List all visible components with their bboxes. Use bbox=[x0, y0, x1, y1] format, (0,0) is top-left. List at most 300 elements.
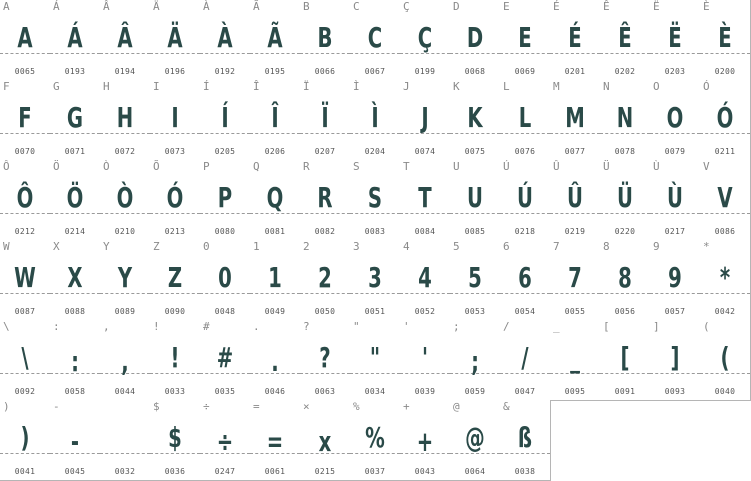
glyph-preview: K bbox=[467, 101, 483, 134]
glyph-label: 6 bbox=[503, 240, 510, 253]
glyph-cell bbox=[100, 240, 151, 321]
glyph-label: Ù bbox=[653, 160, 660, 173]
glyph-preview: Ê bbox=[618, 21, 632, 54]
glyph-code: 0051 bbox=[364, 307, 386, 316]
glyph-label: M bbox=[553, 80, 560, 93]
glyph-code: 0196 bbox=[164, 67, 186, 76]
glyph-preview: ? bbox=[319, 341, 331, 374]
glyph-label: # bbox=[203, 320, 210, 333]
glyph-cell bbox=[150, 400, 201, 481]
glyph-cell bbox=[300, 240, 351, 321]
glyph-code: 0074 bbox=[414, 147, 436, 156]
glyph-preview: % bbox=[365, 421, 385, 454]
glyph-cell bbox=[50, 400, 101, 481]
glyph-label: 1 bbox=[253, 240, 260, 253]
glyph-preview: Á bbox=[67, 21, 83, 54]
glyph-code: 0202 bbox=[614, 67, 636, 76]
glyph-cell bbox=[50, 0, 101, 81]
glyph-label: E bbox=[503, 0, 510, 13]
glyph-preview: Ì bbox=[371, 101, 379, 134]
glyph-code: 0095 bbox=[564, 387, 586, 396]
glyph-cell bbox=[350, 160, 401, 241]
glyph-preview: Î bbox=[271, 101, 279, 134]
glyph-cell bbox=[450, 320, 501, 401]
glyph-label: Q bbox=[253, 160, 260, 173]
glyph-code: 0047 bbox=[514, 387, 536, 396]
glyph-preview: _ bbox=[570, 341, 580, 374]
glyph-cell bbox=[200, 0, 251, 81]
glyph-preview: O bbox=[666, 101, 684, 134]
glyph-label: Ê bbox=[603, 0, 610, 13]
glyph-code: 0092 bbox=[14, 387, 36, 396]
glyph-cell bbox=[550, 0, 601, 81]
glyph-preview: R bbox=[317, 181, 333, 214]
glyph-code: 0192 bbox=[214, 67, 236, 76]
glyph-preview: N bbox=[616, 101, 634, 134]
glyph-preview: / bbox=[521, 341, 529, 374]
glyph-label: Ü bbox=[603, 160, 610, 173]
glyph-label: Y bbox=[103, 240, 110, 253]
glyph-label: K bbox=[453, 80, 460, 93]
glyph-label: 0 bbox=[203, 240, 210, 253]
glyph-cell bbox=[150, 320, 201, 401]
glyph-label: ) bbox=[3, 400, 10, 413]
glyph-preview: H bbox=[116, 101, 134, 134]
glyph-cell bbox=[350, 320, 401, 401]
glyph-label: 3 bbox=[353, 240, 360, 253]
glyph-preview: 0 bbox=[218, 261, 232, 294]
glyph-code: 0059 bbox=[464, 387, 486, 396]
glyph-preview: V bbox=[717, 181, 733, 214]
glyph-preview: Ò bbox=[116, 181, 134, 214]
glyph-code: 0087 bbox=[14, 307, 36, 316]
glyph-cell bbox=[150, 80, 201, 161]
glyph-preview: Í bbox=[221, 101, 229, 134]
glyph-code: 0052 bbox=[414, 307, 436, 316]
glyph-code: 0033 bbox=[164, 387, 186, 396]
glyph-code: 0042 bbox=[714, 307, 736, 316]
glyph-cell bbox=[350, 400, 401, 481]
glyph-cell bbox=[700, 320, 751, 401]
glyph-cell bbox=[0, 160, 51, 241]
glyph-cell bbox=[300, 320, 351, 401]
glyph-cell bbox=[500, 80, 551, 161]
glyph-cell bbox=[650, 240, 701, 321]
glyph-code: 0218 bbox=[514, 227, 536, 236]
glyph-cell bbox=[650, 160, 701, 241]
glyph-code: 0032 bbox=[114, 467, 136, 476]
glyph-label: [ bbox=[603, 320, 610, 333]
glyph-label: A bbox=[3, 0, 10, 13]
glyph-label: Ô bbox=[3, 160, 10, 173]
glyph-code: 0219 bbox=[564, 227, 586, 236]
glyph-label: I bbox=[153, 80, 160, 93]
glyph-preview: Ï bbox=[321, 101, 329, 134]
glyph-preview: = bbox=[266, 425, 284, 458]
glyph-cell bbox=[0, 320, 51, 401]
glyph-code: 0061 bbox=[264, 467, 286, 476]
glyph-code: 0066 bbox=[314, 67, 336, 76]
glyph-code: 0046 bbox=[264, 387, 286, 396]
glyph-cell bbox=[50, 320, 101, 401]
glyph-cell bbox=[0, 0, 51, 81]
glyph-code: 0078 bbox=[614, 147, 636, 156]
glyph-cell bbox=[200, 160, 251, 241]
glyph-preview: È bbox=[718, 21, 732, 54]
glyph-label: _ bbox=[553, 320, 560, 333]
glyph-preview: Y bbox=[117, 261, 133, 294]
glyph-preview: 9 bbox=[668, 261, 682, 294]
glyph-cell bbox=[400, 400, 451, 481]
glyph-label: 4 bbox=[403, 240, 410, 253]
glyph-cell bbox=[50, 80, 101, 161]
glyph-code: 0215 bbox=[314, 467, 336, 476]
glyph-code: 0086 bbox=[714, 227, 736, 236]
glyph-preview: Q bbox=[266, 181, 284, 214]
glyph-code: 0037 bbox=[364, 467, 386, 476]
glyph-code: 0205 bbox=[214, 147, 236, 156]
glyph-code: 0054 bbox=[514, 307, 536, 316]
glyph-label: Û bbox=[553, 160, 560, 173]
glyph-cell bbox=[450, 240, 501, 321]
glyph-cell bbox=[100, 400, 151, 481]
glyph-cell bbox=[250, 240, 301, 321]
glyph-code: 0093 bbox=[664, 387, 686, 396]
glyph-cell bbox=[500, 400, 551, 481]
glyph-preview: - bbox=[70, 425, 80, 458]
glyph-cell bbox=[400, 0, 451, 81]
glyph-code: 0203 bbox=[664, 67, 686, 76]
glyph-label: Î bbox=[253, 80, 260, 93]
glyph-preview: À bbox=[217, 21, 233, 54]
glyph-cell bbox=[600, 320, 651, 401]
glyph-code: 0073 bbox=[164, 147, 186, 156]
glyph-label: = bbox=[253, 400, 260, 413]
glyph-code: 0035 bbox=[214, 387, 236, 396]
glyph-cell bbox=[400, 320, 451, 401]
glyph-label: - bbox=[53, 400, 60, 413]
glyph-preview: Ú bbox=[517, 181, 533, 214]
glyph-code: 0048 bbox=[214, 307, 236, 316]
glyph-preview: " bbox=[369, 341, 381, 374]
glyph-preview: X bbox=[67, 261, 83, 294]
glyph-cell bbox=[300, 160, 351, 241]
glyph-cell bbox=[550, 240, 601, 321]
glyph-label: Á bbox=[53, 0, 60, 13]
glyph-label: Õ bbox=[153, 160, 160, 173]
glyph-label: ? bbox=[303, 320, 310, 333]
glyph-label: X bbox=[53, 240, 60, 253]
glyph-preview: Ë bbox=[668, 21, 682, 54]
glyph-label: Ö bbox=[53, 160, 60, 173]
glyph-code: 0207 bbox=[314, 147, 336, 156]
glyph-preview: Ã bbox=[267, 21, 283, 54]
glyph-preview: D bbox=[466, 21, 484, 54]
glyph-preview: J bbox=[421, 101, 429, 134]
glyph-cell bbox=[650, 0, 701, 81]
glyph-cell bbox=[550, 160, 601, 241]
glyph-code: 0206 bbox=[264, 147, 286, 156]
glyph-cell bbox=[600, 0, 651, 81]
glyph-cell bbox=[600, 240, 651, 321]
glyph-preview: S bbox=[367, 181, 383, 214]
glyph-code: 0217 bbox=[664, 227, 686, 236]
glyph-label: 8 bbox=[603, 240, 610, 253]
glyph-preview: 1 bbox=[268, 261, 282, 294]
glyph-code: 0065 bbox=[14, 67, 36, 76]
glyph-label: U bbox=[453, 160, 460, 173]
glyph-code: 0076 bbox=[514, 147, 536, 156]
glyph-label: ] bbox=[653, 320, 660, 333]
glyph-label: / bbox=[503, 320, 510, 333]
glyph-preview: E bbox=[518, 21, 532, 54]
glyph-code: 0211 bbox=[714, 147, 736, 156]
glyph-label: W bbox=[3, 240, 10, 253]
glyph-label: Ç bbox=[403, 0, 410, 13]
glyph-preview: P bbox=[217, 181, 233, 214]
glyph-preview: F bbox=[18, 101, 32, 134]
glyph-label: H bbox=[103, 80, 110, 93]
glyph-label: G bbox=[53, 80, 60, 93]
glyph-code: 0053 bbox=[464, 307, 486, 316]
glyph-preview: Â bbox=[117, 21, 133, 54]
glyph-label: Ó bbox=[703, 80, 710, 93]
glyph-cell bbox=[400, 240, 451, 321]
glyph-label: 7 bbox=[553, 240, 560, 253]
glyph-code: 0212 bbox=[14, 227, 36, 236]
glyph-label: É bbox=[553, 0, 560, 13]
glyph-cell bbox=[150, 160, 201, 241]
glyph-code: 0067 bbox=[364, 67, 386, 76]
glyph-preview: A bbox=[17, 21, 33, 54]
glyph-label: Ë bbox=[653, 0, 660, 13]
glyph-cell bbox=[400, 160, 451, 241]
glyph-cell bbox=[250, 400, 301, 481]
glyph-preview: T bbox=[418, 181, 432, 214]
glyph-code: 0220 bbox=[614, 227, 636, 236]
glyph-label: V bbox=[703, 160, 710, 173]
glyph-label: S bbox=[353, 160, 360, 173]
glyph-cell bbox=[600, 80, 651, 161]
glyph-cell bbox=[450, 80, 501, 161]
glyph-label: × bbox=[303, 400, 310, 413]
glyph-cell bbox=[700, 160, 751, 241]
glyph-cell bbox=[550, 80, 601, 161]
glyph-cell bbox=[250, 160, 301, 241]
glyph-preview: Z bbox=[167, 261, 183, 294]
glyph-code: 0071 bbox=[64, 147, 86, 156]
glyph-code: 0070 bbox=[14, 147, 36, 156]
glyph-cell bbox=[550, 320, 601, 401]
glyph-cell bbox=[0, 80, 51, 161]
glyph-label: + bbox=[403, 400, 410, 413]
glyph-label: R bbox=[303, 160, 310, 173]
glyph-code: 0194 bbox=[114, 67, 136, 76]
glyph-preview: Ü bbox=[617, 181, 633, 214]
glyph-cell bbox=[100, 0, 151, 81]
glyph-label: 9 bbox=[653, 240, 660, 253]
glyph-preview: É bbox=[568, 21, 582, 54]
glyph-label: L bbox=[503, 80, 510, 93]
glyph-preview: B bbox=[317, 21, 333, 54]
glyph-code: 0081 bbox=[264, 227, 286, 236]
glyph-cell bbox=[200, 400, 251, 481]
glyph-preview: 3 bbox=[368, 261, 382, 294]
glyph-code: 0050 bbox=[314, 307, 336, 316]
glyph-label: N bbox=[603, 80, 610, 93]
glyph-code: 0040 bbox=[714, 387, 736, 396]
glyph-label: ÷ bbox=[203, 400, 210, 413]
glyph-code: 0068 bbox=[464, 67, 486, 76]
glyph-cell bbox=[650, 80, 701, 161]
glyph-preview: Ç bbox=[417, 21, 433, 54]
glyph-label: & bbox=[503, 400, 510, 413]
glyph-cell bbox=[100, 160, 151, 241]
glyph-label: À bbox=[203, 0, 210, 13]
glyph-preview: Ó bbox=[166, 181, 184, 214]
glyph-label: @ bbox=[453, 400, 460, 413]
glyph-preview: Ö bbox=[66, 181, 84, 214]
glyph-label: $ bbox=[153, 400, 160, 413]
glyph-label: È bbox=[703, 0, 710, 13]
glyph-cell bbox=[50, 240, 101, 321]
glyph-code: 0057 bbox=[664, 307, 686, 316]
glyph-preview: ß bbox=[517, 421, 533, 454]
glyph-cell bbox=[150, 0, 201, 81]
glyph-preview: 2 bbox=[318, 261, 332, 294]
glyph-cell bbox=[100, 80, 151, 161]
glyph-label: D bbox=[453, 0, 460, 13]
glyph-cell bbox=[200, 240, 251, 321]
glyph-cell bbox=[500, 320, 551, 401]
glyph-cell bbox=[350, 0, 401, 81]
glyph-cell bbox=[450, 0, 501, 81]
glyph-preview: ' bbox=[421, 341, 429, 374]
glyph-code: 0085 bbox=[464, 227, 486, 236]
glyph-label: ' bbox=[403, 320, 410, 333]
glyph-preview: ( bbox=[720, 341, 730, 374]
glyph-cell bbox=[350, 240, 401, 321]
glyph-cell bbox=[250, 0, 301, 81]
glyph-code: 0210 bbox=[114, 227, 136, 236]
glyph-label: , bbox=[103, 320, 110, 333]
glyph-preview: $ bbox=[168, 421, 182, 454]
glyph-code: 0213 bbox=[164, 227, 186, 236]
glyph-code: 0088 bbox=[64, 307, 86, 316]
glyph-preview: I bbox=[171, 101, 179, 134]
glyph-code: 0041 bbox=[14, 467, 36, 476]
glyph-cell bbox=[500, 0, 551, 81]
glyph-preview: ÷ bbox=[216, 425, 234, 458]
glyph-preview: + bbox=[416, 425, 434, 458]
glyph-label: ! bbox=[153, 320, 160, 333]
glyph-label: Ú bbox=[503, 160, 510, 173]
glyph-label: ; bbox=[453, 320, 460, 333]
glyph-cell bbox=[350, 80, 401, 161]
glyph-code: 0214 bbox=[64, 227, 86, 236]
glyph-code: 0079 bbox=[664, 147, 686, 156]
glyph-code: 0063 bbox=[314, 387, 336, 396]
glyph-cell bbox=[700, 0, 751, 81]
glyph-preview: U bbox=[467, 181, 483, 214]
glyph-label: Ã bbox=[253, 0, 260, 13]
glyph-label: % bbox=[353, 400, 360, 413]
glyph-preview: 4 bbox=[418, 261, 432, 294]
glyph-code: 0201 bbox=[564, 67, 586, 76]
glyph-label: \ bbox=[3, 320, 10, 333]
glyph-preview: . bbox=[271, 345, 279, 378]
glyph-cell bbox=[300, 0, 351, 81]
glyph-label: Ä bbox=[153, 0, 160, 13]
glyph-cell bbox=[500, 160, 551, 241]
glyph-cell bbox=[0, 240, 51, 321]
glyph-code: 0195 bbox=[264, 67, 286, 76]
glyph-code: 0077 bbox=[564, 147, 586, 156]
glyph-preview: ; bbox=[471, 345, 479, 378]
glyph-label: T bbox=[403, 160, 410, 173]
glyph-code: 0044 bbox=[114, 387, 136, 396]
glyph-label: P bbox=[203, 160, 210, 173]
glyph-code: 0069 bbox=[514, 67, 536, 76]
glyph-cell bbox=[200, 320, 251, 401]
glyph-code: 0058 bbox=[64, 387, 86, 396]
glyph-preview: , bbox=[121, 345, 129, 378]
glyph-label: Ò bbox=[103, 160, 110, 173]
glyph-label: J bbox=[403, 80, 410, 93]
glyph-cell bbox=[250, 320, 301, 401]
glyph-code: 0193 bbox=[64, 67, 86, 76]
glyph-code: 0090 bbox=[164, 307, 186, 316]
glyph-preview: # bbox=[216, 341, 234, 374]
glyph-cell bbox=[150, 240, 201, 321]
glyph-preview: Ù bbox=[667, 181, 683, 214]
glyph-preview: ! bbox=[170, 341, 180, 374]
glyph-label: Z bbox=[153, 240, 160, 253]
glyph-code: 0075 bbox=[464, 147, 486, 156]
glyph-preview: 5 bbox=[468, 261, 482, 294]
glyph-cell bbox=[0, 400, 51, 481]
glyph-code: 0072 bbox=[114, 147, 136, 156]
glyph-label: O bbox=[653, 80, 660, 93]
glyph-code: 0038 bbox=[514, 467, 536, 476]
glyph-cell bbox=[200, 80, 251, 161]
glyph-code: 0039 bbox=[414, 387, 436, 396]
glyph-preview: C bbox=[367, 21, 383, 54]
glyph-preview: L bbox=[518, 101, 532, 134]
glyph-code: 0247 bbox=[214, 467, 236, 476]
glyph-code: 0083 bbox=[364, 227, 386, 236]
glyph-cell bbox=[450, 160, 501, 241]
glyph-cell bbox=[450, 400, 501, 481]
glyph-cell bbox=[100, 320, 151, 401]
glyph-preview: M bbox=[565, 101, 585, 134]
baseline-guide bbox=[100, 453, 150, 454]
glyph-cell bbox=[300, 80, 351, 161]
glyph-preview: Ô bbox=[16, 181, 34, 214]
glyph-cell bbox=[700, 80, 751, 161]
glyph-label: Í bbox=[203, 80, 210, 93]
glyph-preview: \ bbox=[21, 341, 29, 374]
glyph-code: 0089 bbox=[114, 307, 136, 316]
glyph-label: " bbox=[353, 320, 360, 333]
glyph-code: 0049 bbox=[264, 307, 286, 316]
glyph-preview: [ bbox=[620, 341, 630, 374]
glyph-code: 0034 bbox=[364, 387, 386, 396]
glyph-cell bbox=[300, 400, 351, 481]
glyph-code: 0036 bbox=[164, 467, 186, 476]
glyph-cell bbox=[250, 80, 301, 161]
glyph-label: Â bbox=[103, 0, 110, 13]
